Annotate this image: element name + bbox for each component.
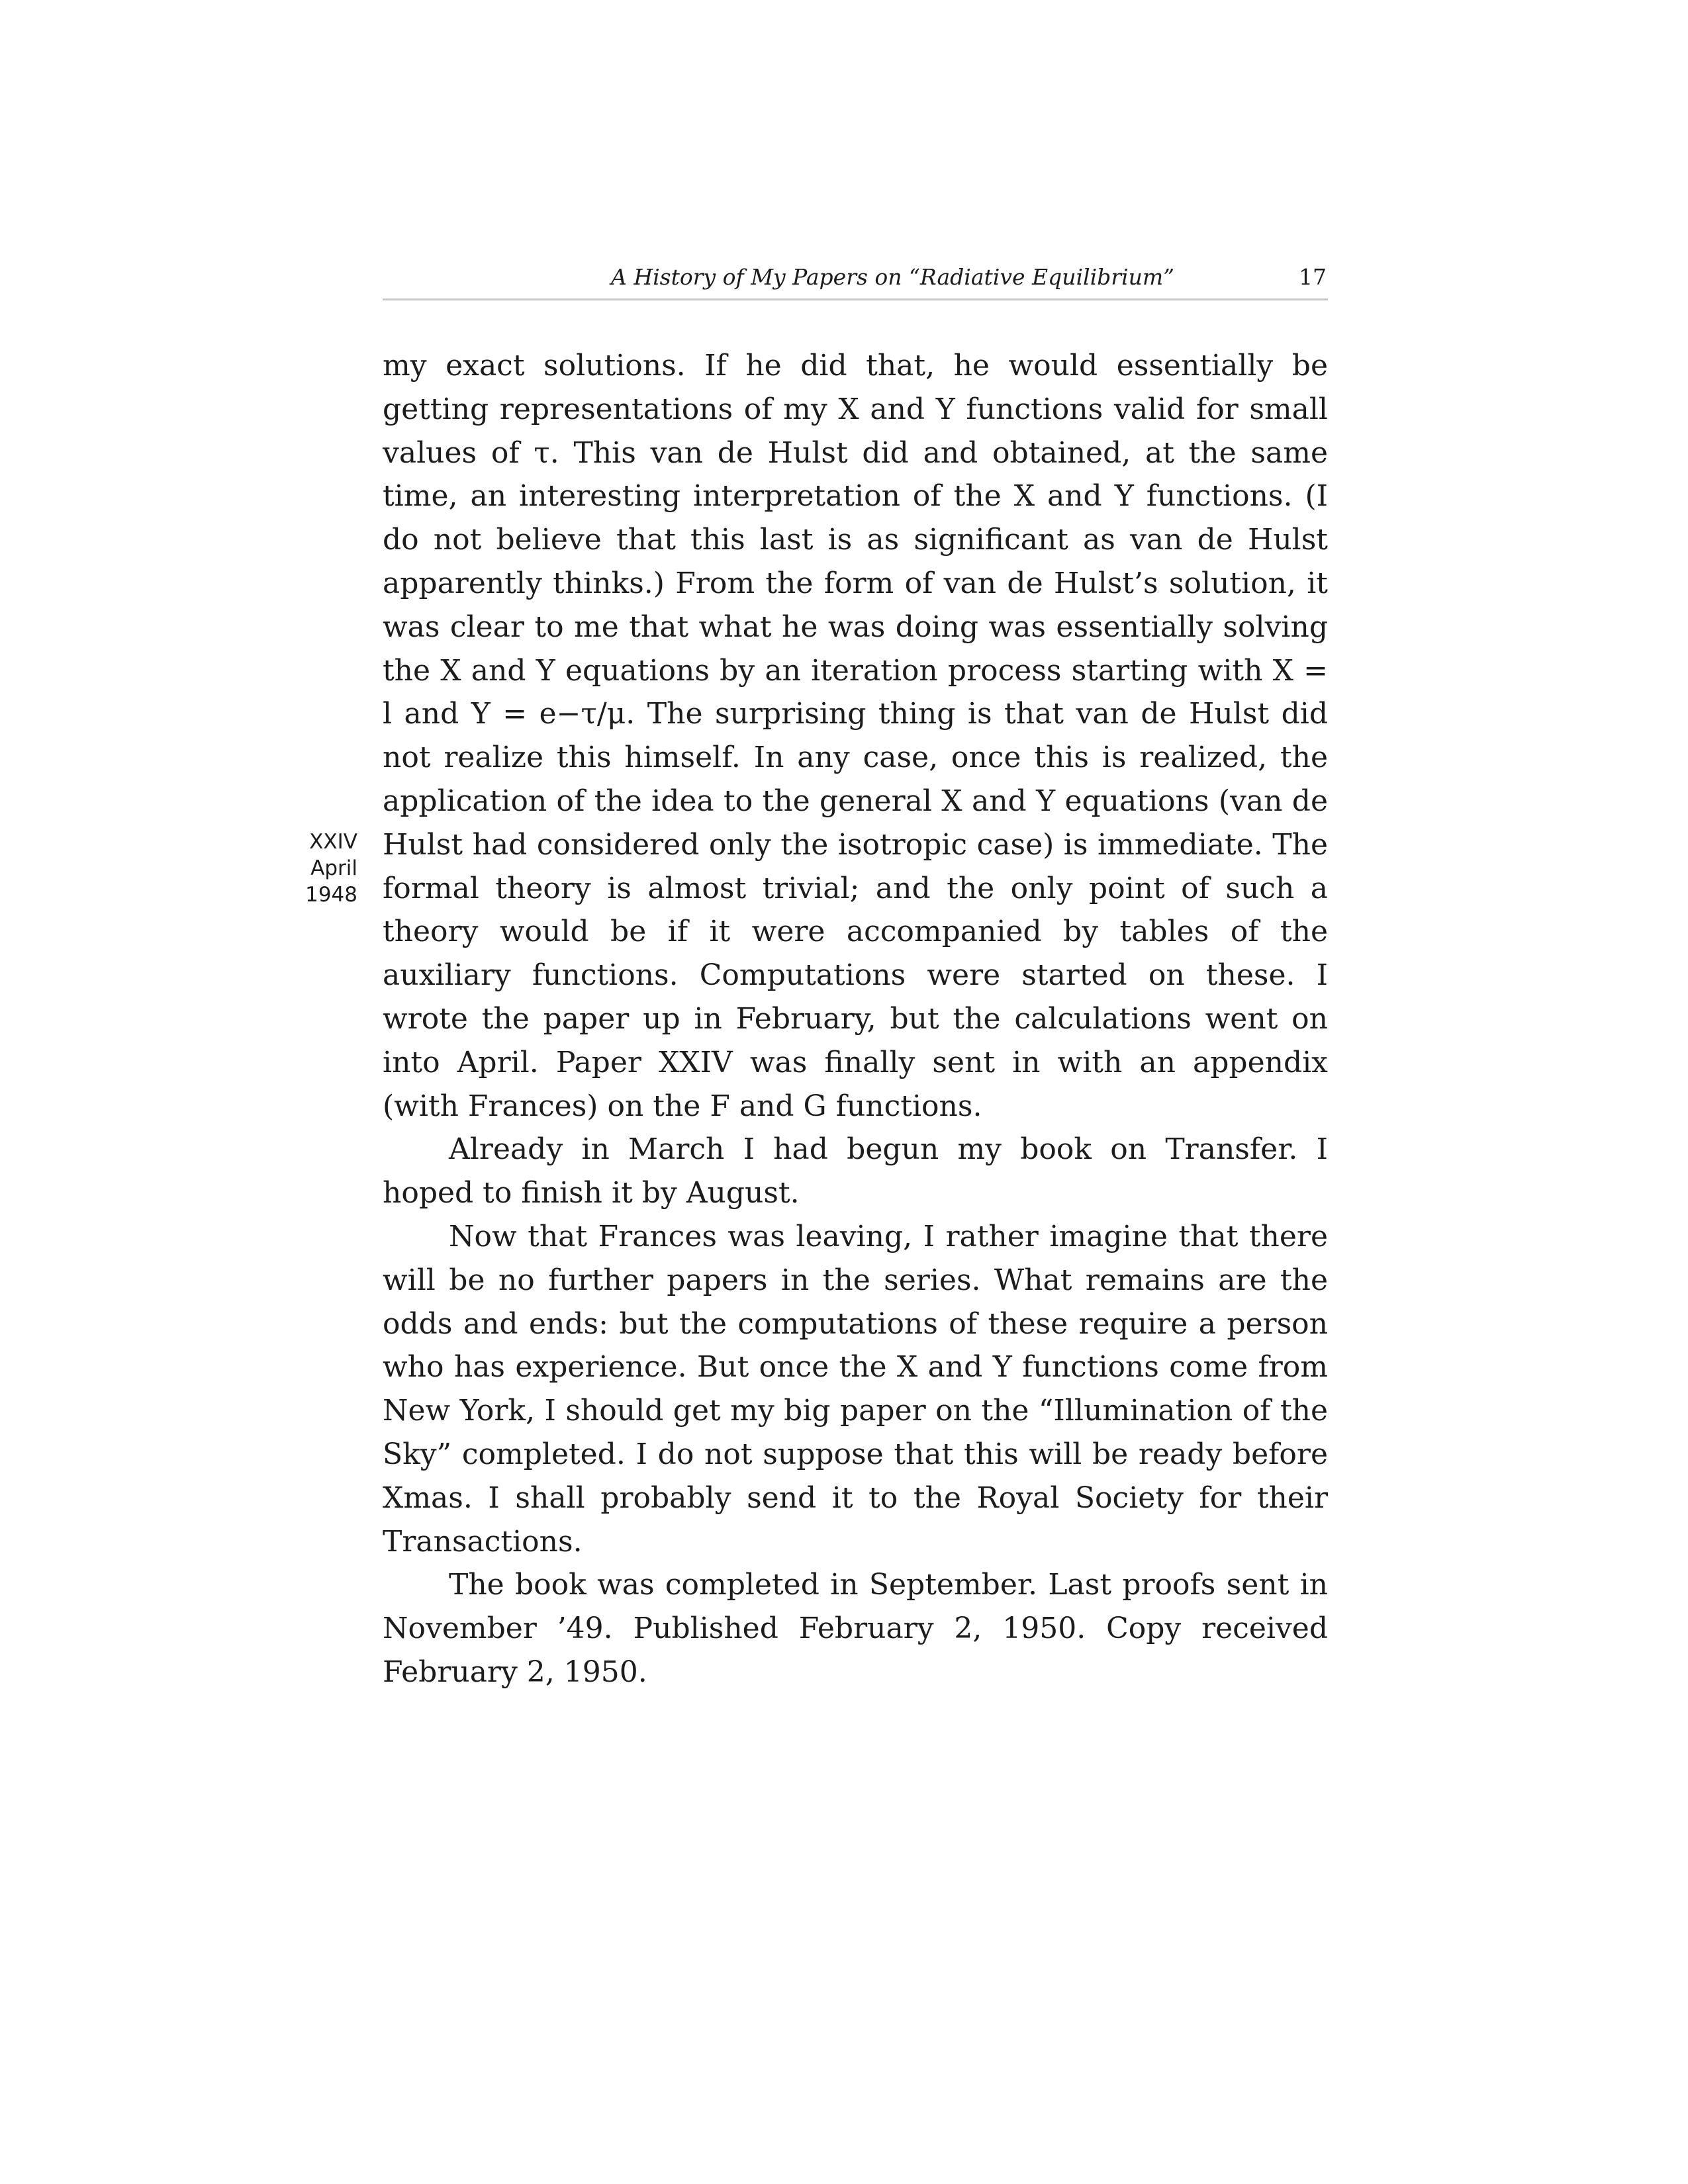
paragraph-2: Already in March I had begun my book on Transfer. I hoped to finish it by August. [383, 1132, 1328, 1210]
paragraph-4: The book was completed in September. Last proofs sent in November ’49. Published February 2, 1950. Copy received February 2, 1950. [383, 1568, 1328, 1689]
running-header [383, 261, 1328, 300]
margin-note [278, 829, 357, 908]
paragraph-1: my exact solutions. If he did that, he would essentially be getting representations of my X and Y functions valid for small values of τ. This van de Hulst did and obtained, at the same time, an interesting interpretation of the X and Y functions. (I do not believe that this last is as significant as van de Hulst apparently thinks.) From the form of van de Hulst’s solution, it was clear to me that what he was doing was essentially solving the X and Y equations by an iteration process starting with X = l and Y = e−τ/μ. The surprising thing is that van de Hulst did not realize this himself. In any case, once this is realized, the application of the idea to the general X and Y equations (van de Hulst had considered only the isotropic case) is immediate. The formal theory is almost trivial; and the only point of such a theory would be if it were accompanied by tables of the auxiliary functions. Computations were started on these. I wrote the paper up in February, but the calculations went on into April. Paper XXIV was finally sent in with an appendix (with Frances) on the F and G functions. [383, 349, 1328, 1123]
margin-note-month: April [310, 856, 357, 880]
margin-note-paper: XXIV [309, 830, 357, 854]
running-title: A History of My Papers on “Radiative Equilibrium” [611, 264, 1174, 290]
body-text [383, 344, 1328, 1694]
paragraph-3: Now that Frances was leaving, I rather imagine that there will be no further papers in the series. What remains are the odds and ends: but the computations of these require a person who has experience. But once the X and Y functions come from New York, I should get my big paper on the “Illumination of the Sky” completed. I do not suppose that this will be ready before Xmas. I shall probably send it to the Royal Society for their Transactions. [383, 1219, 1328, 1559]
page-number: 17 [1299, 264, 1327, 290]
margin-note-year: 1948 [305, 883, 357, 907]
